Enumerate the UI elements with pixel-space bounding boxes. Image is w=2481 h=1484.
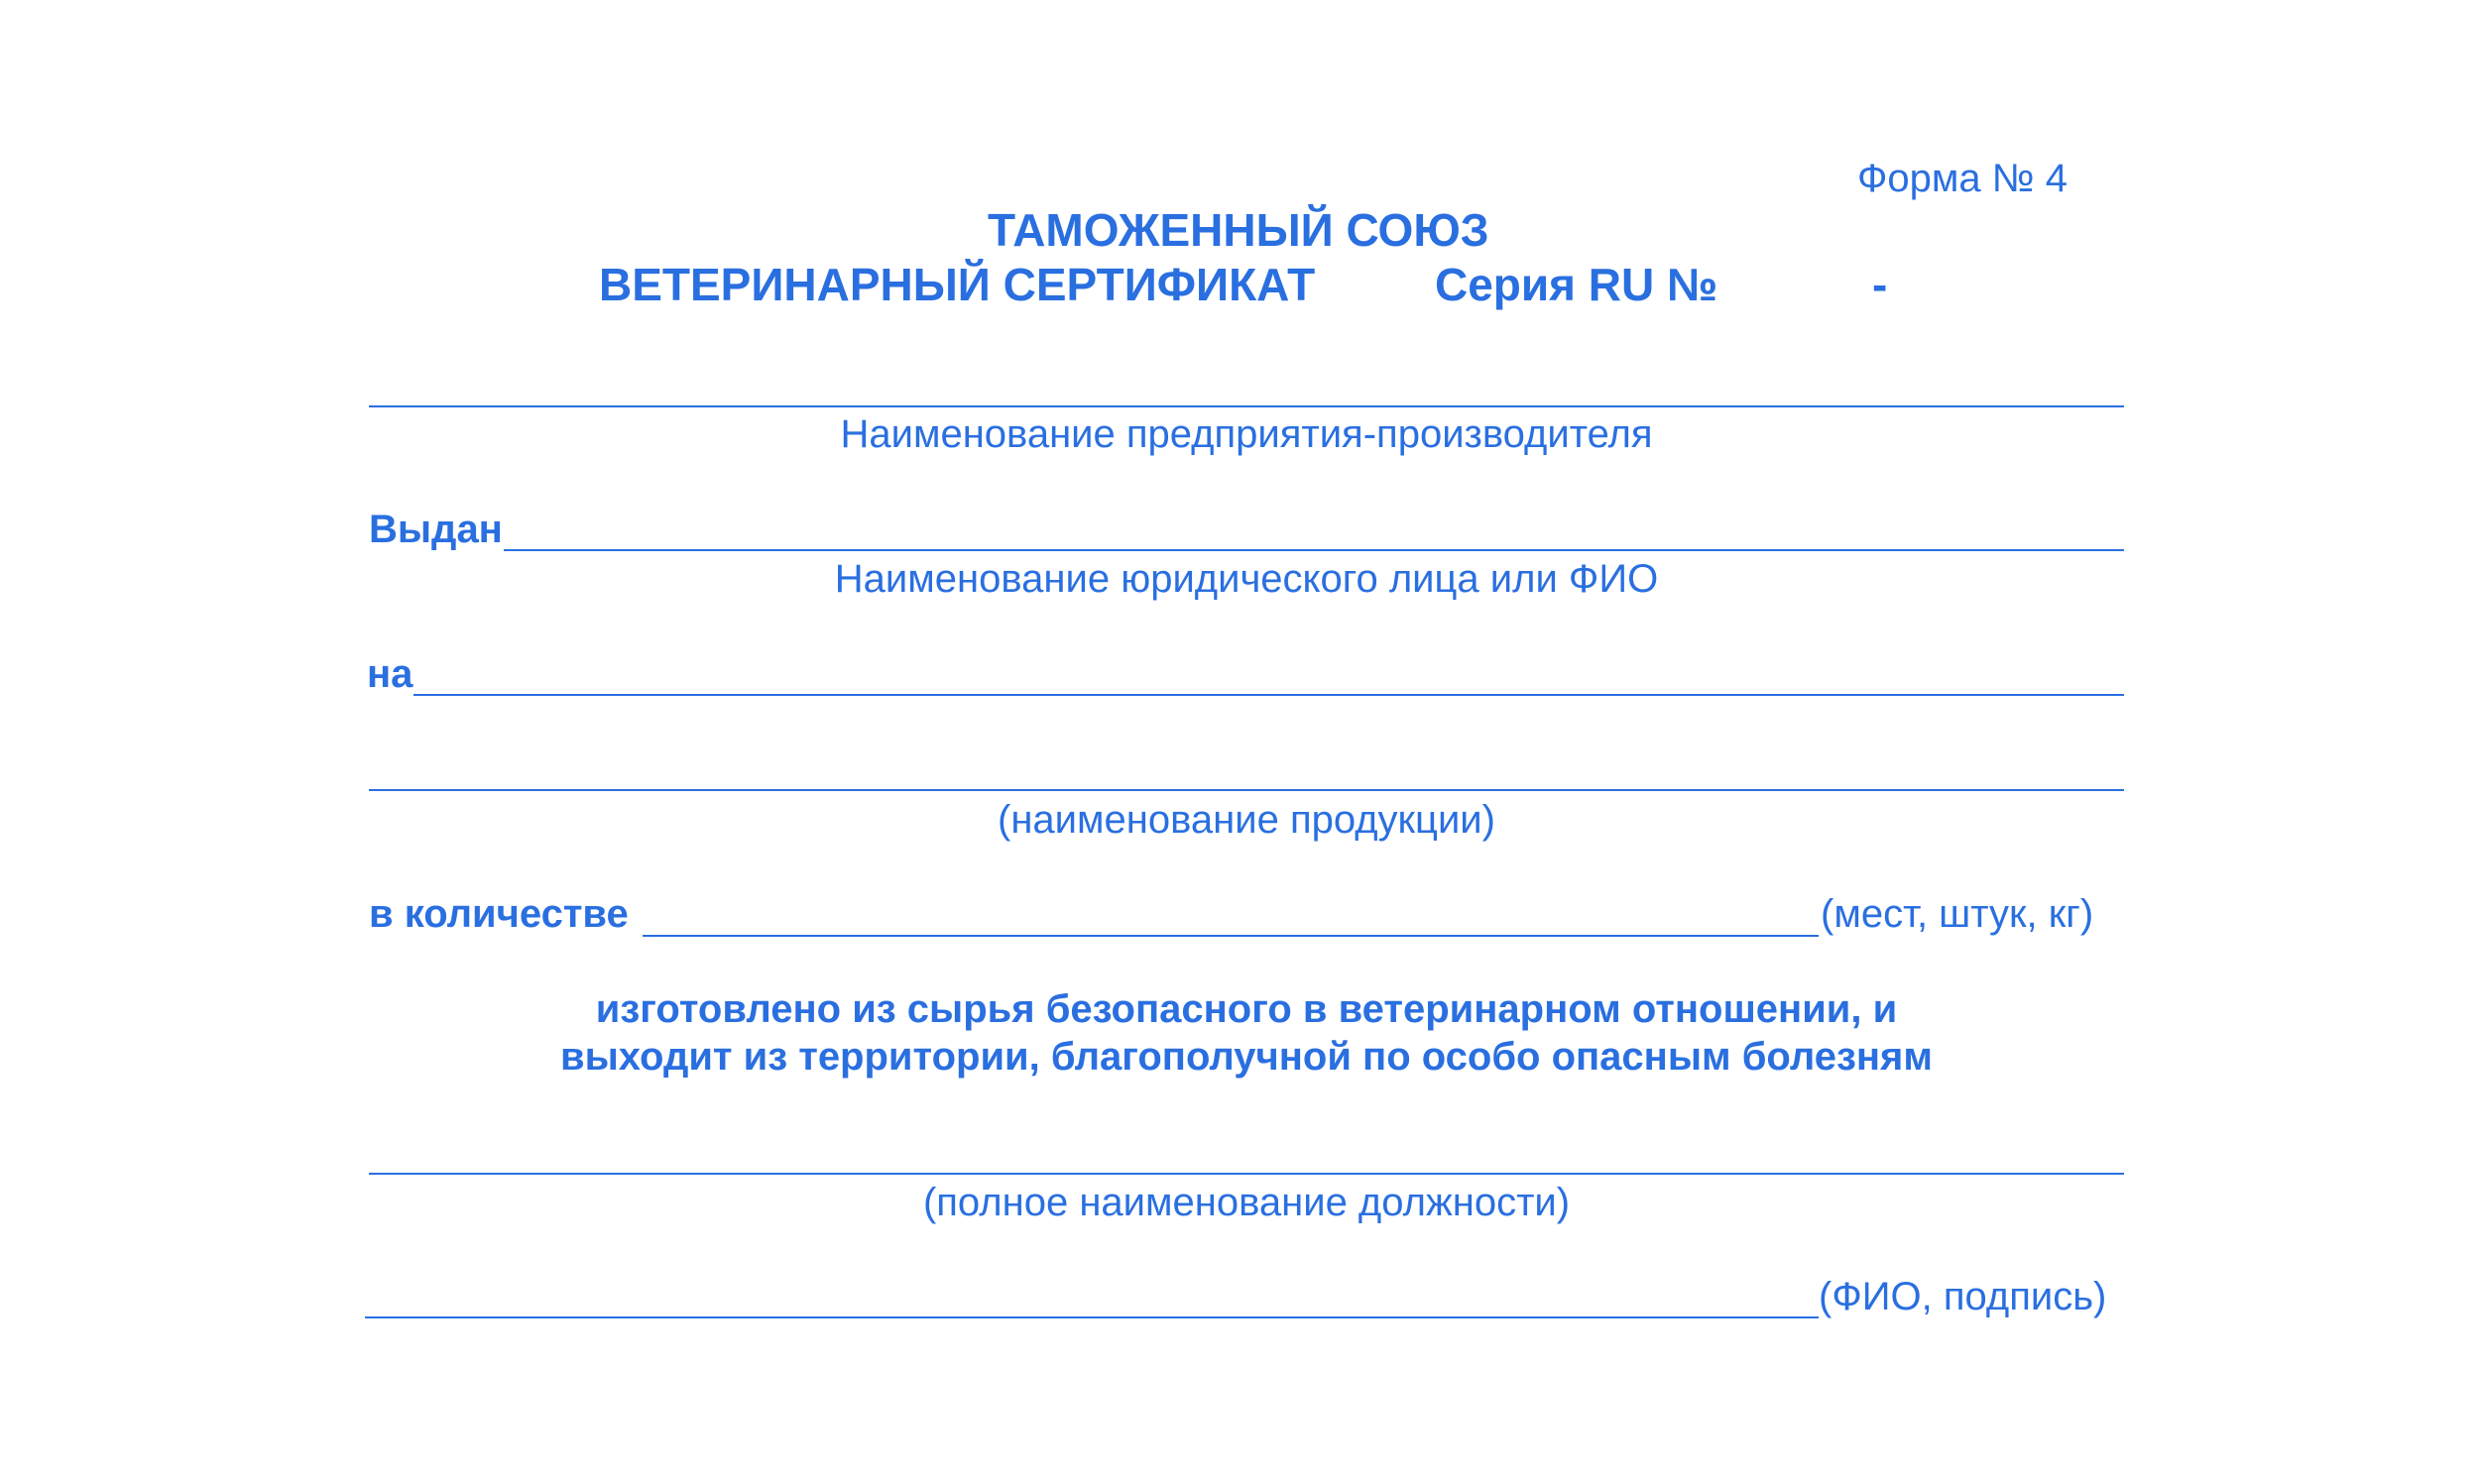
quantity-label: в количестве bbox=[369, 892, 629, 936]
signature-field-line[interactable] bbox=[365, 1316, 1819, 1318]
quantity-field-line[interactable] bbox=[643, 935, 1819, 937]
issued-caption: Наименование юридического лица или ФИО bbox=[834, 557, 1659, 601]
signature-caption: (ФИО, подпись) bbox=[1819, 1275, 2107, 1318]
union-title: ТАМОЖЕННЫЙ СОЮЗ bbox=[988, 204, 1489, 256]
form-number: Форма № 4 bbox=[1857, 157, 2068, 200]
issued-field-line[interactable] bbox=[504, 549, 2124, 551]
on-label: на bbox=[367, 652, 414, 696]
product-field-line-1[interactable] bbox=[414, 694, 2124, 696]
producer-caption: Наименование предприятия-производителя bbox=[840, 412, 1653, 456]
series-dash: - bbox=[1872, 259, 1888, 310]
series-label: Серия RU № bbox=[1435, 259, 1718, 310]
producer-field-line[interactable] bbox=[369, 405, 2124, 407]
certificate-title: ВЕТЕРИНАРНЫЙ СЕРТИФИКАТ bbox=[599, 259, 1316, 310]
issued-label: Выдан bbox=[369, 508, 503, 551]
statement-line-1: изготовлено из сырья безопасного в ветеринарном отношении, и bbox=[595, 987, 1898, 1031]
statement-line-2: выходит из территории, благополучной по особо опасным болезням bbox=[560, 1035, 1933, 1079]
product-caption: (наименование продукции) bbox=[998, 798, 1495, 842]
product-field-line-2[interactable] bbox=[369, 789, 2124, 791]
position-field-line[interactable] bbox=[369, 1173, 2124, 1175]
position-caption: (полное наименование должности) bbox=[922, 1181, 1571, 1224]
quantity-units: (мест, штук, кг) bbox=[1821, 892, 2094, 936]
